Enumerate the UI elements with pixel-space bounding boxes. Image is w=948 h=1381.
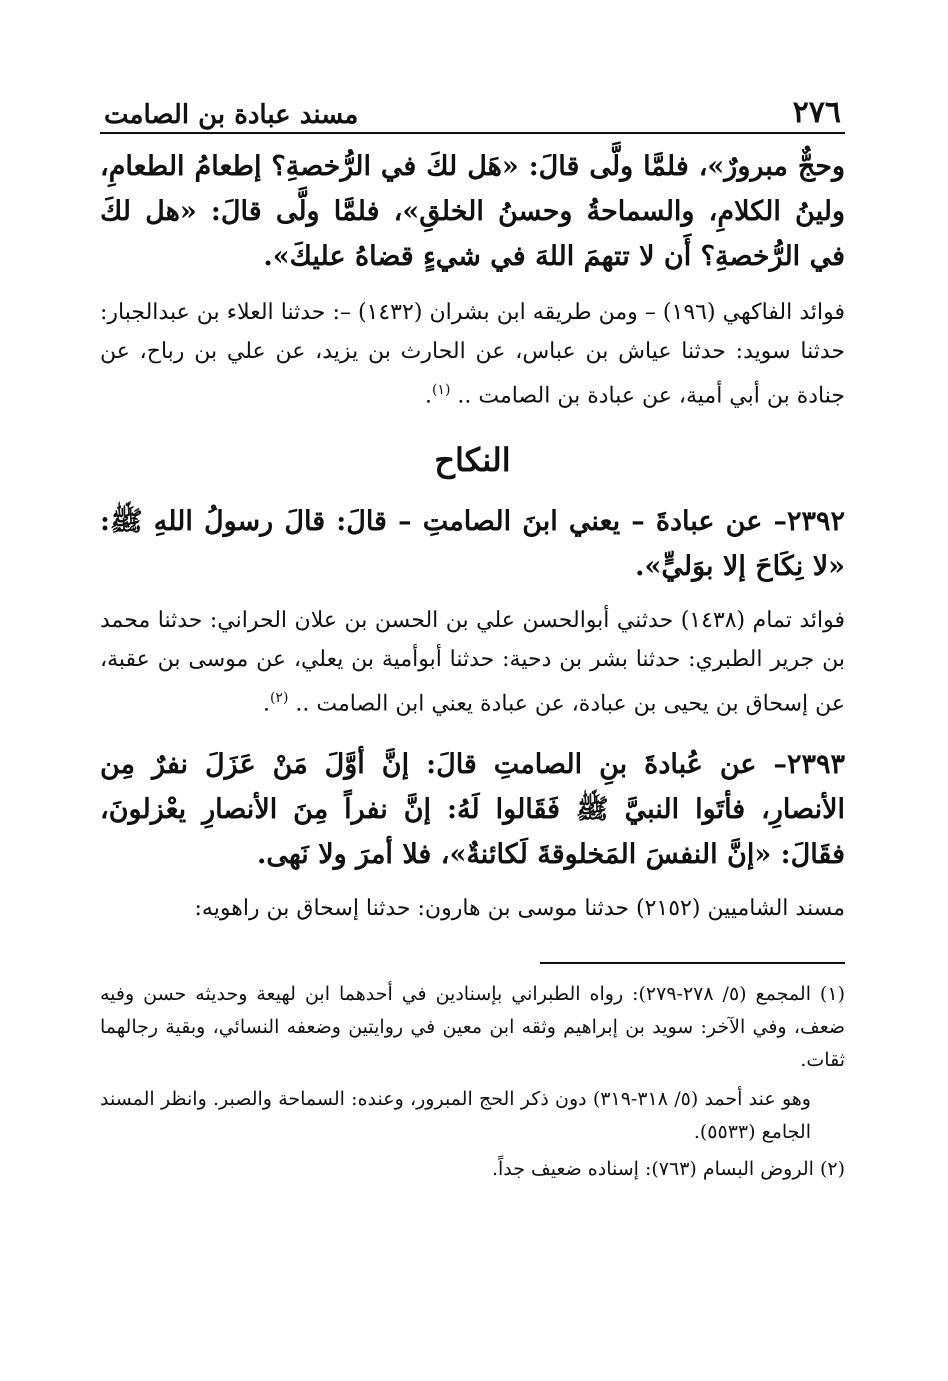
page xyxy=(100,88,845,1186)
source-citation: مسند الشاميين (٢١٥٢) حدثنا موسى بن هارون: حدثنا إسحاق بن راهويه: xyxy=(194,895,845,921)
footnote-2: (٢) الروض البسام (٧٦٣): إسناده ضعيف جداً. xyxy=(491,1157,845,1180)
page-number: ٢٧٦ xyxy=(792,95,841,130)
running-head: مسند عبادة بن الصامت xyxy=(104,100,359,130)
footnote-marker: (٢) xyxy=(269,690,289,707)
hadith-text: عن عبادةَ – يعني ابنَ الصامتِ – قالَ: قالَ رسولُ اللهِ ﷺ: «لا نِكَاحَ إلا بوَليٍّ». xyxy=(100,506,845,583)
page-header xyxy=(100,88,845,134)
source-citation: فوائد الفاكهي (١٩٦) – ومن طريقه ابن بشران (١٤٣٢) –: حدثنا العلاء بن عبدالجبار: حدثنا سويد: حدثنا عياش بن عباس، عن الحارث بن يزيد، عن علي بن رباح، عن جنادة بن أبي أمية، عن عبادة بن الصامت .. $^{(١)}$. xyxy=(100,300,845,409)
hadith-2393 xyxy=(100,742,845,877)
hadith-text: وحجٌّ مبرورٌ»، فلمَّا ولَّى قالَ: «هَل لكَ في الرُّخصةِ؟ إطعامُ الطعامِ، ولينُ الكلامِ، والسماحةُ وحسنُ الخلقِ»، فلمَّا ولَّى قالَ: «هل لكَ في الرُّخصةِ؟ أَن لا تتهمَ اللهَ في شيءٍ قضاهُ عليكَ». xyxy=(100,151,845,272)
footnote-1: (١) المجمع (٥/ ٢٧٨-٢٧٩): رواه الطبراني بإسنادين في أحدهما ابن لهيعة وحديثه حسن وفيه ضعف، وفي الآخر: سويد بن إبراهيم وثقه ابن معين في روايتين وضعفه النسائي، وبقية رجالهما ثقات. xyxy=(100,982,845,1071)
section-heading: النكاح xyxy=(434,441,511,480)
hadith-text: عن عُبادةَ بنِ الصامتِ قالَ: إنَّ أوَّلَ مَنْ عَزَلَ نفرٌ مِن الأنصارِ، فأتَوا النبيَّ ﷺ فَقَالوا لَهُ: إنَّ نفراً مِنَ الأنصارِ يعْزلونَ، فقَالَ: «إنَّ النفسَ المَخلوقةَ لَكائنةٌ»، فلا أمرَ ولا نَهى. xyxy=(100,748,845,870)
source-citation: فوائد تمام (١٤٣٨) حدثني أبوالحسن علي بن الحسن بن علان الحراني: حدثنا محمد بن جرير الطبري: حدثنا بشر بن دحية: حدثنا أبوأمية بن يعلي، عن موسى بن عقبة، عن إسحاق بن يحيى بن عبادة، عن عبادة يعني ابن الصامت .. $^{(٢)}$. xyxy=(100,608,845,717)
hadith-2392 xyxy=(100,499,845,589)
footnote-marker: (١) xyxy=(431,382,451,398)
footnote-1-continued: وهو عند أحمد (٥/ ٣١٨-٣١٩) دون ذكر الحج المبرور، وعنده: السماحة والصبر. وانظر المسند الجامع (٥٥٣٣). xyxy=(100,1087,811,1143)
hadith-number: ٢٣٩٣– xyxy=(773,748,845,780)
source-text: فوائد تمام (١٤٣٨) حدثني أبوالحسن علي بن الحسن بن علان الحراني: حدثنا محمد بن جرير الطبري: حدثنا بشر بن دحية: حدثنا أبوأمية بن يعلي، عن موسى بن عقبة، عن إسحاق بن يحيى بن عبادة، عن عبادة يعني ابن الصامت .. xyxy=(100,608,845,717)
source-text: فوائد الفاكهي (١٩٦) – ومن طريقه ابن بشران (١٤٣٢) –: حدثنا العلاء بن عبدالجبار: حدثنا سويد: حدثنا عياش بن عباس، عن الحارث بن يزيد، عن علي بن رباح، عن جنادة بن أبي أمية، عن عبادة بن الصامت .. xyxy=(100,300,845,409)
hadith-number: ٢٣٩٢– xyxy=(773,506,845,538)
